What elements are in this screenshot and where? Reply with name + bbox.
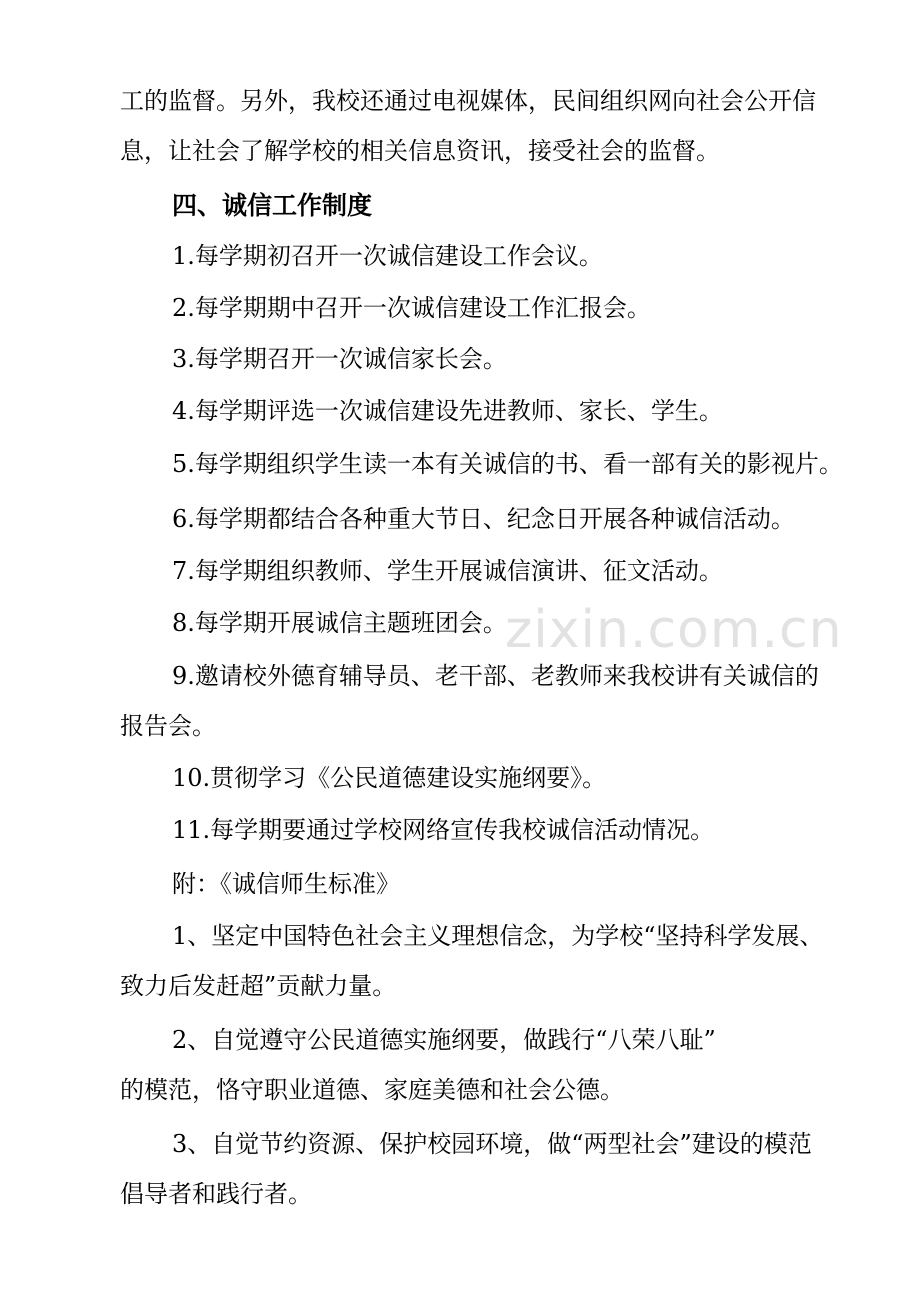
standard-item-continuation (120, 1178, 920, 1210)
list-item (172, 240, 920, 272)
list-item-4: 4.每学期评选一次诚信建设先进教师、家长、学生。 (172, 397, 723, 425)
paragraph-line (120, 85, 920, 117)
paragraph-line (120, 135, 920, 167)
standard-item-2: 2、自觉遵守公民道德实施纲要，做践行“八荣八耻” (172, 1026, 716, 1054)
list-item-6: 6.每学期都结合各种重大节日、纪念日开展各种诚信活动。 (172, 505, 795, 533)
list-item (172, 292, 920, 324)
standard-item (172, 1024, 920, 1056)
watermark: zixin.com.cn (505, 600, 843, 660)
list-item-9: 9.邀请校外德育辅导员、老干部、老教师来我校讲有关诚信的 (172, 662, 819, 690)
text-line-1: 工的监督。另外，我校还通过电视媒体，民间组织网向社会公开信 (120, 87, 816, 115)
list-item (172, 814, 920, 846)
standard-item-2-continued: 的模范，恪守职业道德、家庭美德和社会公德。 (120, 1076, 624, 1104)
list-item-9-continued: 报告会。 (120, 712, 216, 740)
list-item (172, 448, 920, 480)
section-heading (172, 190, 920, 222)
standard-item-3: 3、自觉节约资源、保护校园环境，做“两型社会”建设的模范 (172, 1130, 812, 1158)
appendix-title-text: 附：《诚信师生标准》 (172, 870, 400, 898)
list-item-continuation (120, 710, 920, 742)
standard-item-1-continued: 致力后发赶超”贡献力量。 (120, 972, 397, 1000)
list-item (172, 343, 920, 375)
standard-item (172, 920, 920, 952)
list-item (172, 395, 920, 427)
list-item (172, 762, 920, 794)
standard-item-continuation (120, 970, 920, 1002)
section-heading-text: 四、诚信工作制度 (172, 191, 373, 220)
list-item (172, 503, 920, 535)
list-item-3: 3.每学期召开一次诚信家长会。 (172, 345, 507, 373)
standard-item (172, 1128, 920, 1160)
standard-item-1: 1、坚定中国特色社会主义理想信念，为学校“坚持科学发展、 (172, 922, 824, 950)
list-item-10: 10.贯彻学习《公民道德建设实施纲要》。 (172, 764, 607, 792)
list-item-8: 8.每学期开展诚信主题班团会。 (172, 609, 507, 637)
list-item-7: 7.每学期组织教师、学生开展诚信演讲、征文活动。 (172, 557, 723, 585)
list-item (172, 660, 920, 692)
list-item-5: 5.每学期组织学生读一本有关诚信的书、看一部有关的影视片。 (172, 450, 843, 478)
list-item-2: 2.每学期期中召开一次诚信建设工作汇报会。 (172, 294, 651, 322)
list-item-1: 1.每学期初召开一次诚信建设工作会议。 (172, 242, 603, 270)
text-line-2: 息，让社会了解学校的相关信息资讯，接受社会的监督。 (120, 137, 720, 165)
standard-item-3-continued: 倡导者和践行者。 (120, 1180, 312, 1208)
list-item (172, 607, 920, 639)
list-item-11: 11.每学期要通过学校网络宣传我校诚信活动情况。 (172, 816, 715, 844)
appendix-title (172, 868, 920, 900)
standard-item-continuation (120, 1074, 920, 1106)
list-item (172, 555, 920, 587)
